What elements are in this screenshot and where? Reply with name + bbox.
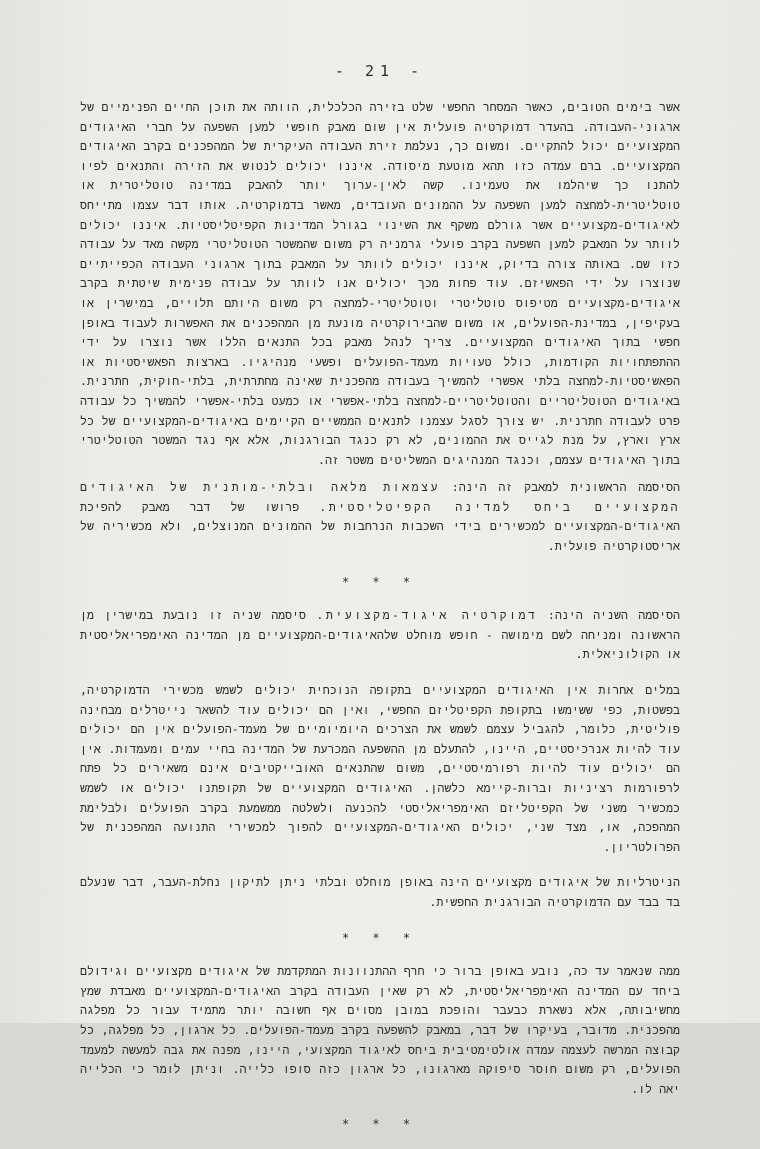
slogan-2: דמוקרטיה איגוד-מקצועית. (316, 608, 538, 623)
document-body (80, 98, 680, 1149)
paragraph-4: במלים אחרות אין האיגודים המקצועיים בתקופה הנוכחית יכולים לשמש מכשירי הדמוקרטיה, בפשטות, כפי ששימשו בתקופת הקפיטליזם החפשי, ואין הם יכולים עוד להשאר נייטרלים מבחינה פוליטית, כלומר, להגביל עצמם לשמש את הצרכים היומיומיים של מעמד-הפועלים אין הם יכולים עוד להיות אנרכיסטיים, היינו, להתעלם מן ההשפעה המכרעת של המדינה בחיי עמים ומעמדות. אין הם יכולים עוד להיות רפורמיסטיים, משום שהתנאים האובייקטיבים אינם משאירים כל פתח לרפורמות רציניות וברות-קיימא כלשהן. האיגודים המקצועיים של תקופתנו יכולים או לשמש כמכשיר משני של הקפיטליזם האימפריאליסטי להכנעה ולשלטה ממשמעת בקרב הפועלים ולבלימת המהפכה, או, מצד שני, יכולים האיגודים-המקצועיים להפוך למכשירי התנועה המהפכנית של הפרולטריון. (80, 683, 680, 854)
slogan-2-intro: הסיסמה השניה הינה: (547, 608, 681, 623)
paragraph-6: ממה שנאמר עד כה, נובע באופן ברור כי חרף ההתנוונות המתקדמת של איגודים מקצועיים וגידולם ביחד עם המדינה האימפריאליסטית, לא רק שאין העבודה בקרב האיגודים-המקצועיים מאבדת שמץ מחשיבותה, אלא נשארת כבעבר והופכת במובן מסוים אף חשובה יותר מתמיד עבור כל מפלגה מהפכנית. מדובר, בעיקרו של דבר, במאבק להשפעה בקרב מעמד-הפועלים. כל ארגון, כל מפלגה, כל קבוצה המרשה לעצמה עמדה אולטימטיבית ביחס לאיגוד המקצועי, היינו, מפנה את גבה למעשה למעמד הפועלים, רק משום חוסר סיפוקה מארגונו, כל ארגון כזה סופו כלייה. וניתן לומר כי הכלייה יאה לו. (80, 964, 680, 1096)
page-number: - 21 - (334, 62, 426, 80)
paragraph-1: אשר בימים הטובים, כאשר המסחר החפשי שלט בזירה הכלכלית, הוותה את תוכן החיים הפנימיים של ארגוני-העבודה. בהעדר דמוקרטיה פועלית אין שום מאבק חופשי למען השפעה על חברי האיגודים המקצועיים יכול להתקיים. ומשום כך, נעלמת זירת העבודה העיקרית של המהפכנים בקרב האיגודים המקצועיים. ברם עמדה כזו תהא מוטעת מיסודה. איננו יכולים לנטוש את הזירה והתנאים לפיו להתנו כך שיהלמו את טעמינו. קשה לאין-ערוך יותר להאבק במדינה טוטליטרית או טוטליטרית-למחצה למען השפעה על ההמונים העובדים, מאשר בדמוקרטיה. אותו דבר עצמו מתייחס לאיגודים-מקצועיים אשר גורלם משקף את השינוי בגורל המדינות הקפיטליסטיות. איננו יכולים לוותר על המאבק למען השפעה בקרב פועלי גרמניה רק משום שהמשטר הטוטליטרי מקשה מאד על עבודה כזו שם. באותה צורה בדיוק, איננו יכולים לוותר על המאבק בתוך ארגוני העבודה הכפייתיים שנוצרו על ידי הפאשיזם. עוד פחות מכך יכולים אנו לוותר על עבודה פנימית שיטתית בקרב איגודים-מקצועיים מטיפוס טוטליטרי וטוטליטרי-למחצה רק משום היותם תלויים, במישרין או בעקיפין, במדינת-הפועלים, או משום שהבירוקרטיה מונעת מן המהפכנים את האפשרות לעבוד באופן חפשי בתוך האיגודים המקצועיים. צריך לנהל מאבק בכל התנאים הללו אשר נוצרו על ידי ההתפתחויות הקודמות, כולל טעויות מעמד-הפועלים ופשעי מנהיגיו. בארצות הפאשיסטיות או הפאשיסטיות-למחצה בלתי אפשרי להמשיך בעבודה מהפכנית שאינה מחתרתית, בלתי-חוקית, חתרנית. באיגודים הטוטליטריים והטוטליטריים-למחצה בלתי-אפשרי או כמעט בלתי-אפשרי להמשיך כל עבודה פרט לעבודה חתרנית. יש צורך לסגל עצמנו לתנאים הממשיים הקיימים באיגודים-המקצועיים של כל ארץ וארץ, על מנת לגייס את ההמונים, לא רק כנגד הבורגנות, אלא אף נגד המשטר הטוטליטרי בתוך האיגודים עצמם, וכנגד המנהיגים המשליטים משטר זה. (80, 100, 680, 467)
slogan-2-explanation: סיסמה שניה זו נובעת במישרין מן הראשונה ומניחה לשם מימושה - חופש מוחלט שלהאיגודים-המקצועיים מן המדינה האימפריאליסטית או הקולוניאלית. (80, 608, 680, 662)
separator-3: * * * (341, 1117, 419, 1132)
separator-1: * * * (341, 574, 419, 589)
slogan-1-intro: הסיסמה הראשונית למאבק זה הינה: (451, 480, 680, 495)
separator-2: * * * (341, 930, 419, 945)
slogan-1-explanation: פרושו של דבר מאבק להפיכת האיגודים-המקצועיים למכשירים בידי השכבות הנרחבות של ההמונים המנוצלים, ולא מכשיריה של אריסטוקרטיה פועלית. (80, 499, 680, 554)
paragraph-5: הניטרליות של איגודים מקצועיים הינה באופן מוחלט ובלתי ניתן לתיקון נחלת-העבר, דבר שנעלם בד בבד עם הדמוקרטיה הבורגנית החפשית. (80, 875, 680, 909)
paragraph-2 (80, 478, 680, 556)
slogan-1: עצמאות מלאה ובלתי-מותנית של האיגודים המקצועיים ביחס למדינה הקפיטליסטית. (80, 480, 680, 514)
paragraph-3 (80, 606, 680, 665)
